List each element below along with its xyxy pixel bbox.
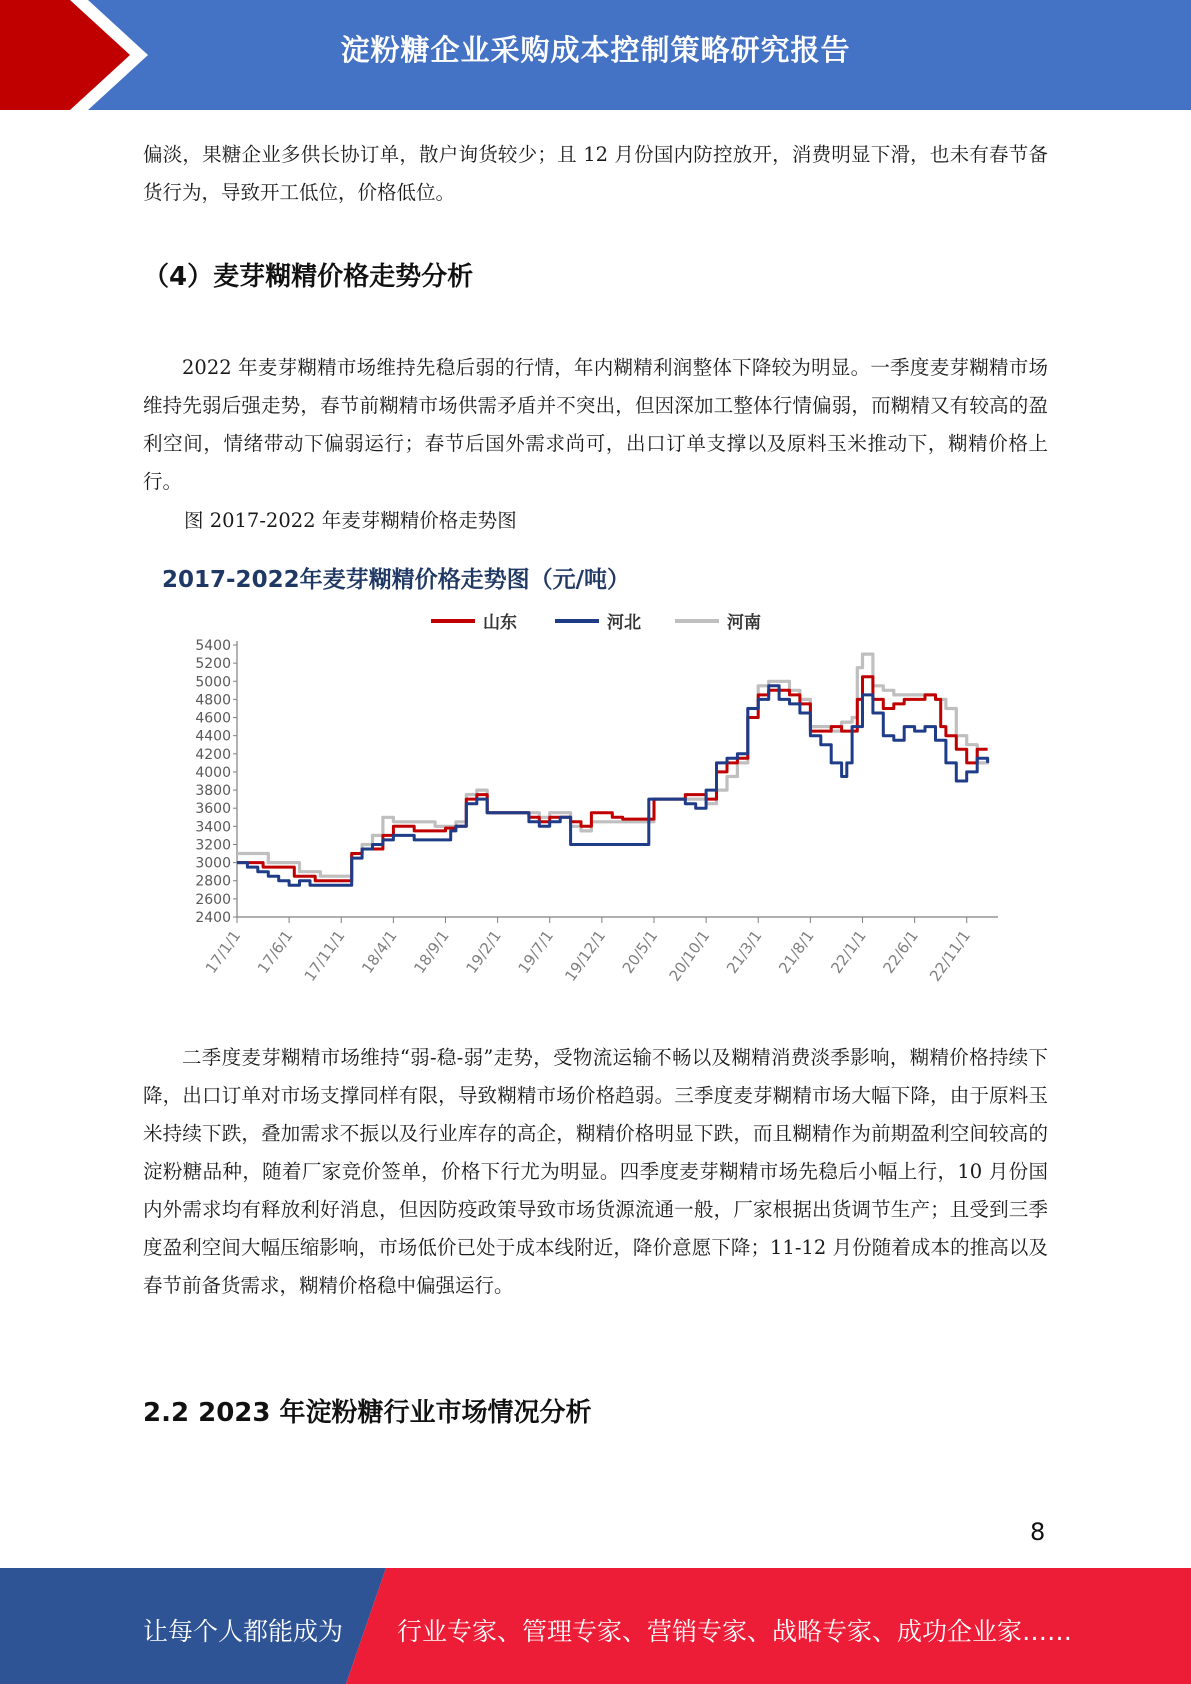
legend-label-1: 山东 [483, 613, 517, 633]
paragraph-continuation: 偏淡，果糖企业多供长协订单，散户询货较少；且 12 月份国内防控放开，消费明显下滑，也未有春节备货行为，导致开工低位，价格低位。 [143, 143, 1048, 204]
legend-label-3: 河南 [727, 613, 761, 633]
y-tick-label: 4200 [195, 746, 231, 763]
y-tick-label: 3200 [195, 837, 231, 854]
y-tick-label: 4400 [195, 728, 231, 745]
paragraph-quarterly-analysis: 二季度麦芽糊精市场维持“弱-稳-弱”走势，受物流运输不畅以及糊精消费淡季影响，糊精价格持续下降，出口订单对市场支撑同样有限，导致糊精市场价格趋弱。三季度麦芽糊精市场大幅下降，由于原料玉米持续下跌，叠加需求不振以及行业库存的高企，糊精价格明显下跌，而且糊精作为前期盈利空间较高的淀粉糖品种，随着厂家竞价签单，价格下行尤为明显。四季度麦芽糊精市场先稳后小幅上行，10 月份国内外需求均有释放利好消息，但因防疫政策导致市场货源流通一般，厂家根据出货调节生产；且受到三季度盈利空间大幅压缩影响，市场低价已处于成本线附近，降价意愿下降；11-12 月份随着成本的推高以及春节前备货需求，糊精价格稳中偏强运行。 [143, 1046, 1048, 1297]
x-tick-label: 17/11/1 [300, 926, 349, 985]
section-heading-2023-market: 2.2 2023 年淀粉糖行业市场情况分析 [143, 1398, 592, 1428]
y-tick-label: 4800 [195, 692, 231, 709]
y-tick-label: 2400 [195, 910, 231, 926]
y-tick-label: 4600 [195, 710, 231, 727]
x-tick-label: 18/4/1 [358, 926, 401, 977]
series-line-1 [237, 677, 988, 881]
x-tick-label: 19/2/1 [462, 926, 505, 977]
x-tick-label: 22/1/1 [827, 926, 870, 977]
y-tick-label: 2800 [195, 873, 231, 890]
y-tick-label: 4000 [195, 764, 231, 781]
x-tick-label: 17/6/1 [253, 926, 297, 977]
series-line-2 [237, 686, 988, 886]
y-tick-label: 5400 [195, 638, 231, 654]
y-tick-label: 3800 [195, 783, 231, 800]
x-tick-label: 21/3/1 [723, 926, 766, 977]
x-tick-label: 22/6/1 [879, 926, 922, 977]
page-number: 8 [1030, 1518, 1046, 1546]
section-heading-maltodextrin: （4）麦芽糊精价格走势分析 [143, 262, 474, 292]
x-tick-label: 21/8/1 [775, 926, 818, 977]
page-header [0, 0, 1191, 110]
x-tick-label: 19/12/1 [561, 926, 610, 985]
document-title: 淀粉糖企业采购成本控制策略研究报告 [340, 33, 851, 67]
y-tick-label: 5000 [195, 674, 231, 691]
y-tick-label: 3000 [195, 855, 231, 872]
y-tick-label: 3600 [195, 801, 231, 818]
chart-title: 2017-2022年麦芽糊精价格走势图（元/吨） [162, 567, 630, 593]
y-tick-label: 2600 [195, 891, 231, 908]
paragraph-maltodextrin-intro: 2022 年麦芽糊精市场维持先稳后弱的行情，年内糊精利润整体下降较为明显。一季度麦芽糊精市场维持先弱后强走势，春节前糊精市场供需矛盾并不突出，但因深加工整体行情偏弱，而糊精又有较高的盈利空间，情绪带动下偏弱运行；春节后国外需求尚可，出口订单支撑以及原料玉米推动下，糊精价格上行。 [143, 356, 1048, 493]
footer-slogan-left: 让每个人都能成为 [143, 1617, 344, 1646]
x-tick-label: 18/9/1 [410, 926, 453, 977]
figure-caption: 图 2017-2022 年麦芽糊精价格走势图 [184, 509, 517, 532]
y-tick-label: 3400 [195, 819, 231, 836]
x-tick-label: 17/1/1 [201, 926, 245, 977]
footer-slogan-right: 行业专家、管理专家、营销专家、战略专家、成功企业家…… [397, 1617, 1073, 1646]
x-tick-label: 19/7/1 [514, 926, 558, 977]
y-tick-label: 5200 [195, 656, 231, 673]
price-trend-chart [150, 553, 1020, 1019]
legend-label-2: 河北 [607, 613, 641, 633]
x-tick-label: 22/11/1 [926, 926, 975, 985]
chart-canvas [150, 553, 1020, 1015]
series-line-3 [237, 654, 988, 876]
x-tick-label: 20/5/1 [618, 926, 662, 977]
x-tick-label: 20/10/1 [665, 926, 714, 985]
